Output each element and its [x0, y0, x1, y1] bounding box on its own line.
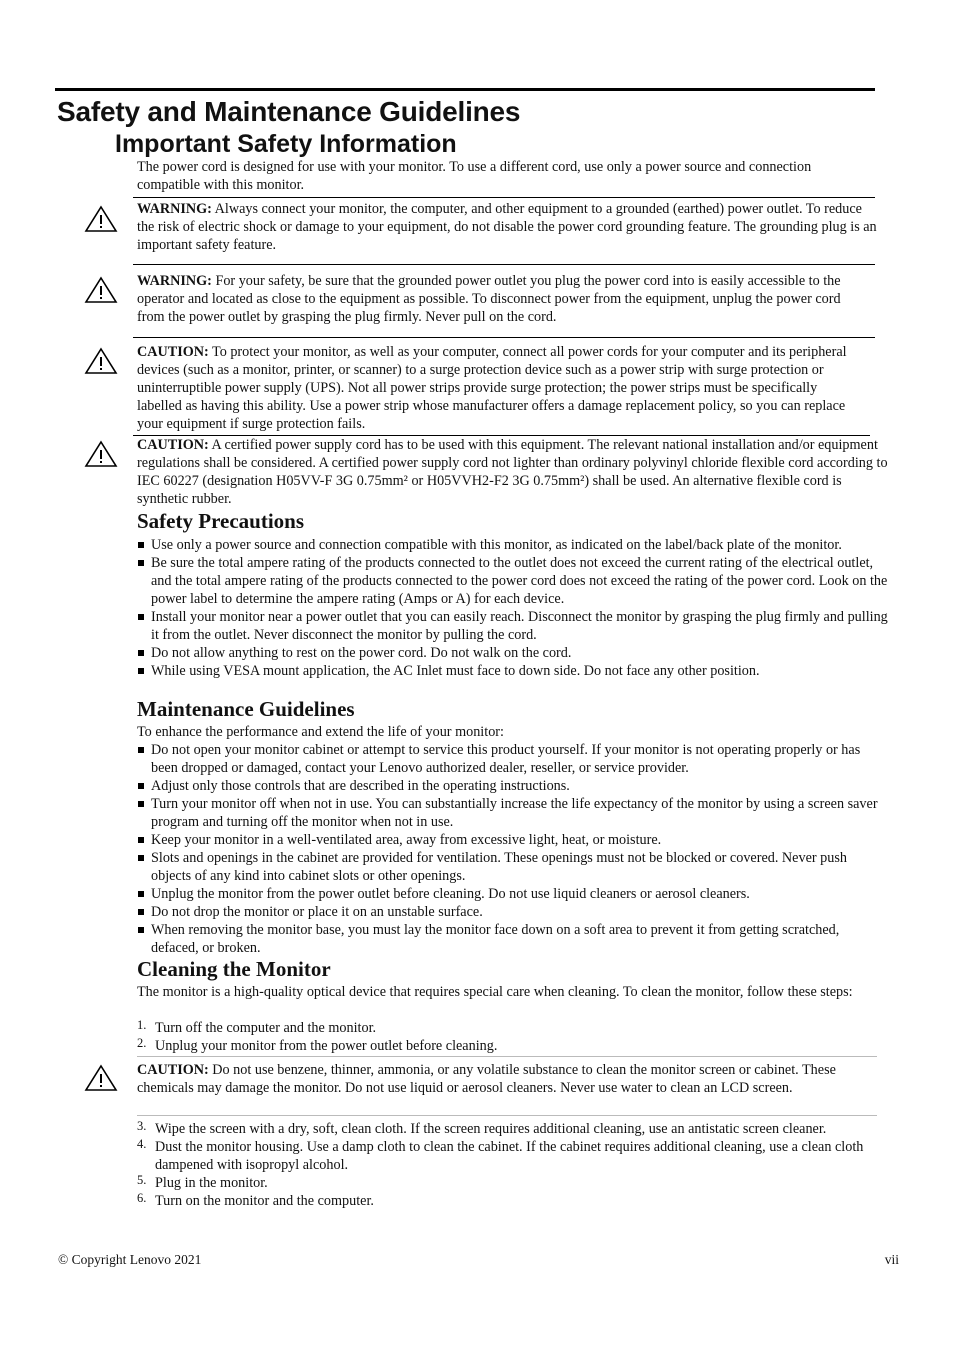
bullet-square-icon [138, 560, 144, 566]
list-item [137, 1192, 882, 1210]
list-item [137, 885, 889, 903]
notice-label: WARNING: [137, 273, 212, 289]
list-item [137, 554, 889, 608]
list-item [137, 777, 889, 795]
bullet-square-icon [138, 801, 144, 807]
bullet-square-icon [138, 783, 144, 789]
notice-text [137, 272, 862, 326]
safety-precautions-heading: Safety Precautions [137, 509, 305, 533]
caution-divider [137, 1115, 877, 1116]
cleaning-caution-text [137, 1061, 882, 1097]
notice-text [137, 436, 889, 508]
step-text: Dust the monitor housing. Use a damp cloth to clean the cabinet. If the cabinet requires additional cleaning, use a clean cloth dampened with isopropyl alcohol. [155, 1139, 864, 1173]
notice-body: To protect your monitor, as well as your computer, connect all power cords for your computer and its peripheral devices (such as a monitor, printer, or scanner) to a surge protection device such as a power strip with surge protection or uninterruptible power supply (UPS). Not all power strips provide surge protection; the power strips must be specifically labelled as having this ability. Use a power strip whose manufacturer offers a damage replacement policy, so you can replace your equipment if surge protection fails. [137, 344, 847, 432]
bullet-square-icon [138, 614, 144, 620]
list-item-text: Do not open your monitor cabinet or attempt to service this product yourself. If your monitor is not operating properly or has been dropped or damaged, contact your Lenovo authorized dealer, reseller, or service provider. [151, 742, 861, 776]
cleaning-intro: The monitor is a high-quality optical device that requires special care when cleaning. To clean the monitor, follow these steps: [137, 984, 853, 1000]
notice-divider [133, 264, 875, 265]
list-item-text: When removing the monitor base, you must lay the monitor face down on a soft area to prevent it from getting scratched, defaced, or broken. [151, 922, 840, 956]
maintenance-intro: To enhance the performance and extend the life of your monitor: [137, 724, 504, 740]
list-item-text: Do not drop the monitor or place it on an unstable surface. [151, 904, 483, 920]
section-title: Important Safety Information [115, 130, 457, 158]
maintenance-list [137, 741, 889, 957]
bullet-square-icon [138, 650, 144, 656]
list-item [137, 921, 889, 957]
bullet-square-icon [138, 909, 144, 915]
list-item-text: Adjust only those controls that are described in the operating instructions. [151, 778, 570, 794]
step-number: 1. [137, 1018, 147, 1032]
list-item [137, 903, 889, 921]
notice-label: CAUTION: [137, 1062, 209, 1078]
step-text: Unplug your monitor from the power outlet before cleaning. [155, 1038, 498, 1054]
notice-body: Do not use benzene, thinner, ammonia, or any volatile substance to clean the monitor screen or cabinet. These chemicals may damage the monitor. Do not use liquid or aerosol cleaners. Never use water to clean an LCD screen. [137, 1062, 836, 1096]
list-item [137, 831, 889, 849]
list-item [137, 795, 889, 831]
notice-divider [133, 337, 875, 338]
notice-text [137, 343, 849, 433]
caution-divider [137, 1056, 877, 1057]
list-item [137, 662, 889, 680]
cleaning-steps-b [137, 1120, 882, 1210]
cleaning-heading: Cleaning the Monitor [137, 957, 331, 981]
list-item [137, 849, 889, 885]
intro-paragraph: The power cord is designed for use with your monitor. To use a different cord, use only a power source and connection compatible with this monitor. [137, 159, 812, 193]
bullet-square-icon [138, 837, 144, 843]
step-number: 5. [137, 1173, 147, 1187]
bullet-square-icon [138, 542, 144, 548]
bullet-square-icon [138, 855, 144, 861]
safety-precautions-list [137, 536, 889, 680]
notice-label: WARNING: [137, 201, 212, 217]
list-item-text: Install your monitor near a power outlet that you can easily reach. Disconnect the monitor by grasping the plug firmly and pulling it from the outlet. Never disconnect the monitor by pulling the cord. [151, 609, 888, 643]
list-item [137, 1037, 877, 1055]
step-number: 4. [137, 1137, 147, 1151]
warning-triangle-icon [84, 276, 118, 304]
notice-text [137, 200, 877, 254]
step-text: Plug in the monitor. [155, 1175, 268, 1191]
list-item-text: Be sure the total ampere rating of the products connected to the outlet does not exceed the current rating of the electrical outlet, and the total ampere rating of the products connected to the power cord does not exceed the rating of the power cord. Look on the power label to determine the ampere rating (Amps or A) for each device. [151, 555, 888, 607]
list-item [137, 741, 889, 777]
step-number: 2. [137, 1036, 147, 1050]
bullet-square-icon [138, 747, 144, 753]
list-item-text: Keep your monitor in a well-ventilated area, away from excessive light, heat, or moisture. [151, 832, 662, 848]
step-text: Turn on the monitor and the computer. [155, 1193, 374, 1209]
list-item-text: Turn your monitor off when not in use. You can substantially increase the life expectancy of the monitor by using a screen saver program and turning off the monitor when not in use. [151, 796, 878, 830]
list-item [137, 644, 889, 662]
bullet-square-icon [138, 891, 144, 897]
notice-label: CAUTION: [137, 437, 209, 453]
list-item [137, 1174, 882, 1192]
bullet-square-icon [138, 668, 144, 674]
step-text: Wipe the screen with a dry, soft, clean cloth. If the screen requires additional cleaning, use an antistatic screen cleaner. [155, 1121, 827, 1137]
step-number: 3. [137, 1119, 147, 1133]
list-item [137, 1120, 882, 1138]
list-item [137, 536, 889, 554]
list-item [137, 1138, 882, 1174]
warning-triangle-icon [84, 1064, 118, 1092]
warning-triangle-icon [84, 347, 118, 375]
notice-body: For your safety, be sure that the grounded power outlet you plug the power cord into is easily accessible to the operator and located as close to the equipment as possible. To disconnect power from the equipment, unplug the power cord from the power outlet by grasping the plug firmly. Never pull on the cord. [137, 273, 841, 325]
step-number: 6. [137, 1191, 147, 1205]
maintenance-heading: Maintenance Guidelines [137, 697, 355, 721]
page-title: Safety and Maintenance Guidelines [57, 96, 521, 127]
list-item [137, 1019, 877, 1037]
list-item-text: Do not allow anything to rest on the power cord. Do not walk on the cord. [151, 645, 572, 661]
cleaning-steps-a [137, 1019, 877, 1055]
list-item [137, 608, 889, 644]
page-number: vii [884, 1252, 899, 1267]
warning-triangle-icon [84, 205, 118, 233]
bullet-square-icon [138, 927, 144, 933]
title-rule [55, 88, 875, 91]
list-item-text: Use only a power source and connection compatible with this monitor, as indicated on the label/back plate of the monitor. [151, 537, 842, 553]
notice-label: CAUTION: [137, 344, 209, 360]
notice-divider [133, 197, 875, 198]
list-item-text: Slots and openings in the cabinet are provided for ventilation. These openings must not be blocked or covered. Never push objects of any kind into cabinet slots or other openings. [151, 850, 847, 884]
copyright-footer: © Copyright Lenovo 2021 [58, 1252, 202, 1267]
list-item-text: Unplug the monitor from the power outlet before cleaning. Do not use liquid cleaners or aerosol cleaners. [151, 886, 750, 902]
warning-triangle-icon [84, 440, 118, 468]
step-text: Turn off the computer and the monitor. [155, 1020, 377, 1036]
list-item-text: While using VESA mount application, the AC Inlet must face to down side. Do not face any other position. [151, 663, 760, 679]
notice-body: A certified power supply cord has to be used with this equipment. The relevant national installation and/or equipment regulations shall be considered. A certified power supply cord not lighter than ordinary polyvinyl chloride flexible cord according to IEC 60227 (designation H05VV-F 3G 0.75mm² or H05VVH2-F2 3G 0.75mm²) shall be used. An alternative flexible cord is synthetic rubber. [137, 437, 888, 507]
notice-body: Always connect your monitor, the computer, and other equipment to a grounded (earthed) power outlet. To reduce the risk of electric shock or damage to your equipment, do not disable the power cord grounding feature. The grounding plug is an important safety feature. [137, 201, 877, 253]
